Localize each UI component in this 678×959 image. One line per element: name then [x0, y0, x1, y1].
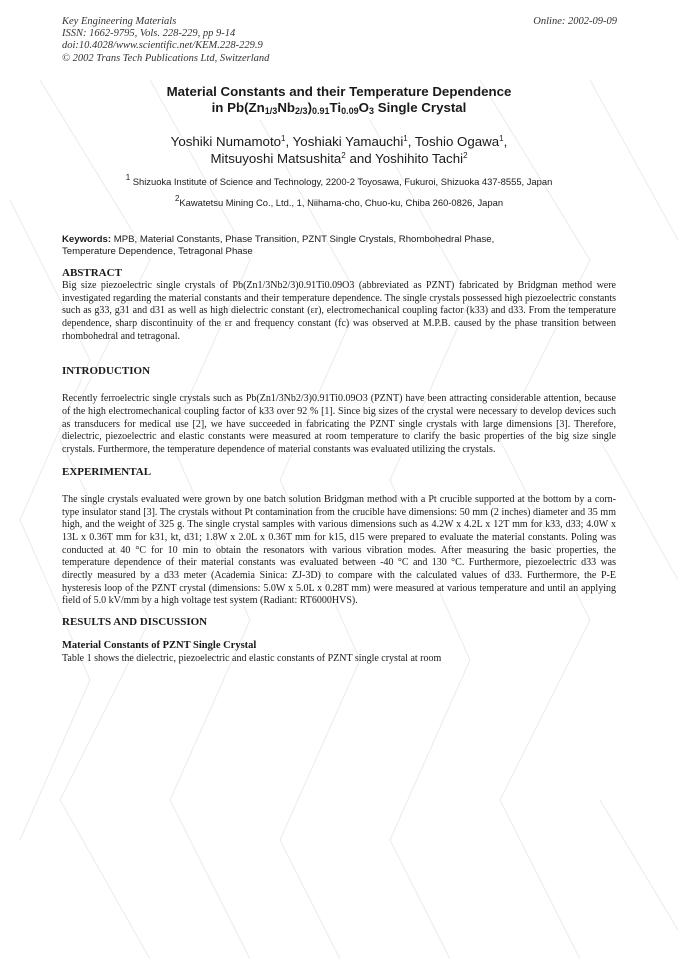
journal-name: Key Engineering Materials — [62, 16, 177, 27]
affiliation-1 — [62, 172, 616, 189]
affiliation-2 — [62, 194, 616, 210]
results-heading: RESULTS AND DISCUSSION — [62, 616, 208, 629]
doi-line: doi:10.4028/www.scientific.net/KEM.228-229.9 — [62, 40, 263, 52]
title-subscript: 0.91 — [312, 105, 330, 116]
title-subscript: 2/3 — [295, 105, 308, 116]
title-subscript: 3 — [368, 105, 374, 116]
affiliation-marker: 1 — [499, 133, 504, 143]
author-line-2 — [62, 150, 616, 167]
title-text: ) — [307, 99, 312, 115]
affiliation-marker: 1 — [125, 172, 131, 182]
experimental-text: The single crystals evaluated were grown by one batch solution Bridgman method with a Pt crucible supported at the bottom by a corn-type insulator stand [3]. The crystals without Pt contamination from the crucible have dimensions: 50 mm (2 inches) diameter and 35 mm high, and the weight of 325 g. The single crystal samples with various dimensions such as 4.2W x 4.2L x 12T mm for k33, d33; 4.0W x 13L x 0.36T mm for k31, kt, d31; 1.8W x 2.0L x 0.36T mm for k15, d15 were prepared to evaluate the material constants. Poling was conducted at 40 °C for 10 min to obtain the resonators with various vibration modes. After measuring the basic properties, the temperature dependence of their material constants was evaluated between -40 °C and 130 °C. Furthermore, piezoelectric d33 was directly measured by a d33 meter (Academia Sinica: ZJ-3D) to compare with the calculated values of d33. Furthermore, the P-E hysteresis loop of the PZNT crystal (dimensions: 5.0W x 5.0L x 0.28T mm) were measured at various temperature and until an applying field of 5.0 kV/mm by a high voltage test system (Radiant: RT6000HVS). — [62, 493, 616, 607]
author-name: and Yoshihito Tachi — [345, 150, 464, 166]
abstract-heading: ABSTRACT — [62, 266, 122, 279]
experimental-heading: EXPERIMENTAL — [62, 465, 152, 478]
paper-title — [62, 84, 616, 116]
affiliation-marker: 2 — [463, 150, 468, 160]
online-date: Online: 2002-09-09 — [533, 16, 617, 27]
author-name: , Yoshiaki Yamauchi — [285, 133, 404, 149]
title-text: in Pb(Zn — [211, 99, 265, 115]
author-separator: , — [503, 133, 508, 149]
introduction-text: Recently ferroelectric single crystals such as Pb(Zn1/3Nb2/3)0.91Ti0.09O3 (PZNT) have been attracting considerable attention, because of the high electromechanical coupling factor of k33 over 92 % [1]. Since big sizes of the crystal were necessary to develop devices such as transducers for medical use [2], we have succeeded in fabricating the PZNT single crystals with large dimensions [3]. Therefore, dielectric, piezoelectric and elastic constants were measured at room temperature to clarify the basic properties of the big size single crystals. Furthermore, the temperature dependence of material constants was evaluated utilizing the crystals. — [62, 393, 616, 456]
title-line-1: Material Constants and their Temperature Dependence — [166, 83, 512, 99]
title-text: Nb — [277, 99, 296, 115]
keywords-text: MPB, Material Constants, Phase Transition, PZNT Single Crystals, Rhombohedral Phase, Temperature Dependence, Tetragonal Phase — [62, 233, 495, 258]
keywords — [62, 234, 532, 259]
results-subheading: Material Constants of PZNT Single Crystal — [62, 640, 257, 652]
affiliation-marker: 1 — [281, 133, 286, 143]
affiliation-marker: 1 — [403, 133, 408, 143]
author-list — [62, 133, 616, 167]
author-name: Mitsuyoshi Matsushita — [210, 150, 342, 166]
affiliation-text: Kawatetsu Mining Co., Ltd., 1, Niihama-cho, Chuo-ku, Chiba 260-0826, Japan — [179, 197, 504, 209]
author-name: Yoshiki Numamoto — [170, 133, 282, 149]
affiliation-marker: 2 — [341, 150, 346, 160]
affiliation-text: Shizuoka Institute of Science and Technology, 2200-2 Toyosawa, Fukuroi, Shizuoka 437-8555, Japan — [130, 175, 553, 187]
keywords-label: Keywords: — [62, 233, 112, 245]
abstract-text: Big size piezoelectric single crystals of Pb(Zn1/3Nb2/3)0.91Ti0.09O3 (abbreviated as PZNT) fabricated by Bridgman method were investigated regarding the material constants and their temperature dependence. The single crystals possessed high piezoelectric constants such as g33, g31 and d31 as well as high dielectric constant (εr), electromechanical coupling factor (k33) and d33. From the temperature dependence, sharp discontinuity of the εr and frequency constant (fc) was observed at M.P.B. caused by the phase transition between rhombohedral and tetragonal. — [62, 279, 616, 342]
author-name: , Toshio Ogawa — [407, 133, 500, 149]
title-subscript: 1/3 — [264, 105, 278, 116]
title-text: O — [358, 99, 369, 115]
affiliation-marker: 2 — [174, 194, 180, 204]
results-text: Table 1 shows the dielectric, piezoelectric and elastic constants of PZNT single crystal at room — [62, 652, 442, 664]
title-text: Single Crystal — [374, 99, 467, 115]
issn-line: ISSN: 1662-9795, Vols. 228-229, pp 9-14 — [62, 28, 236, 40]
title-text: Ti — [329, 99, 342, 115]
title-line-2 — [62, 100, 616, 116]
copyright-line: © 2002 Trans Tech Publications Ltd, Switzerland — [62, 52, 270, 64]
introduction-heading: INTRODUCTION — [62, 365, 151, 378]
author-line-1 — [62, 133, 616, 150]
title-subscript: 0.09 — [341, 105, 359, 116]
journal-header — [62, 16, 616, 65]
